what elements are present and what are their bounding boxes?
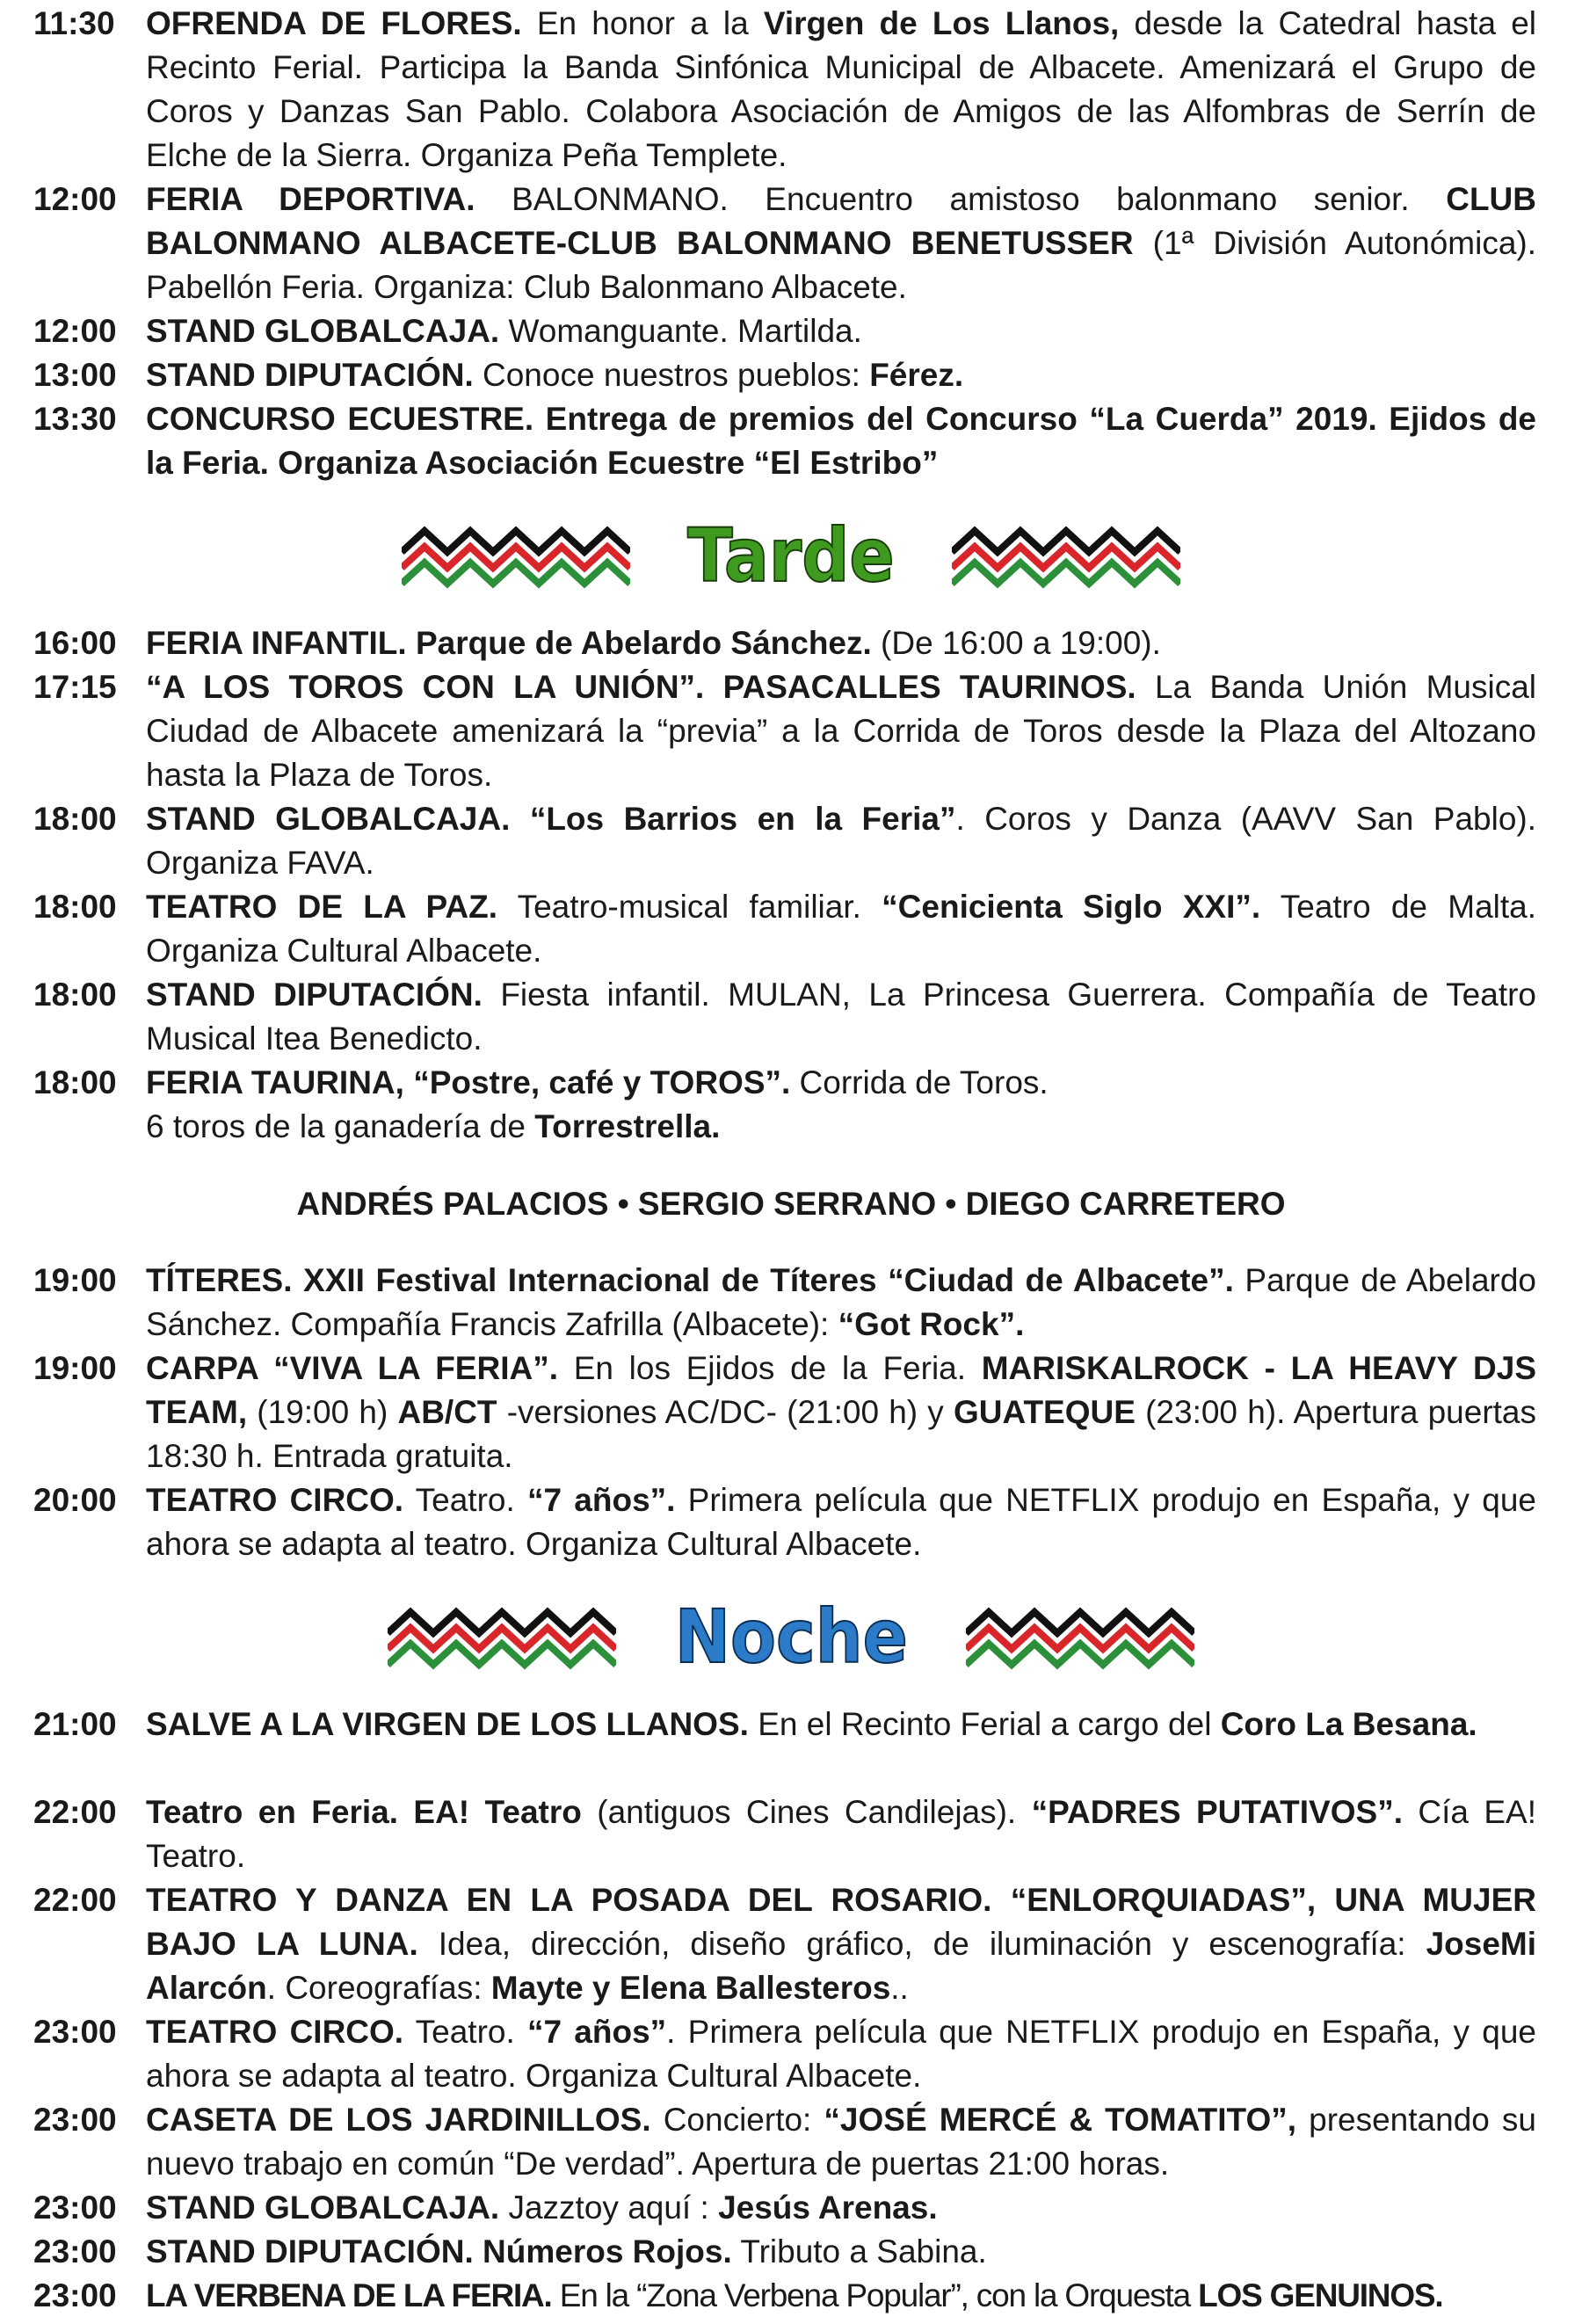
event-row [33,353,1536,397]
event-row [33,1347,1536,1478]
event-text: Teatro. [403,2014,527,2050]
event-text: Corrida de Toros. 6 toros de la ganadería de [146,1064,1049,1144]
event-highlight: CLUB BALONMANO ALBACETE-CLUB BALONMANO BENETUSSER [146,181,1536,261]
event-description [146,665,1536,797]
event-text: presentando su nuevo trabajo en común “De verdad”. Apertura de puertas 21:00 horas. [146,2102,1536,2182]
tarde-section-header [0,512,1582,599]
event-highlight: FERIA INFANTIL. Parque de Abelardo Sánchez. [146,625,872,661]
event-highlight: CASETA DE LOS JARDINILLOS. [146,2102,651,2138]
event-text: La Banda Unión Musical Ciudad de Albacete amenizará la “previa” a la Corrida de Toros desde la Plaza del Altozano hasta la Plaza de Toros. [146,669,1536,793]
zigzag-band [402,563,630,584]
event-row [33,309,1536,353]
event-highlight: “PADRES PUTATIVOS”. [1031,1794,1403,1830]
event-highlight: GUATEQUE [953,1394,1136,1430]
event-text: . Coros y Danza (AAVV San Pablo). Organiza FAVA. [146,801,1536,881]
event-time: 22:00 [33,1794,117,1830]
event-text: Conoce nuestros pueblos: [473,357,870,393]
event-text: -versiones AC/DC- (21:00 h) y [497,1394,954,1430]
event-time: 23:00 [33,2233,117,2270]
zigzag-ornament-icon [402,522,630,589]
event-text: BALONMANO. Encuentro amistoso balonmano senior. [475,181,1447,217]
event-text: Teatro. [403,1482,527,1518]
event-highlight: Números Rojos. [483,2233,732,2270]
zigzag-ornament-icon [952,522,1180,589]
event-time: 18:00 [33,889,117,925]
zigzag-band [952,563,1180,584]
event-highlight: SALVE A LA VIRGEN DE LOS LLANOS. [146,1706,749,1742]
noche-section-header [0,1593,1582,1681]
event-description [146,353,1536,397]
event-row [33,1478,1536,1566]
event-description [146,309,1536,353]
event-highlight: “A LOS TOROS CON LA UNIÓN”. PASACALLES TAURINOS. [146,669,1136,705]
event-description [146,2186,1536,2230]
zigzag-band [966,1644,1194,1665]
event-row [33,1703,1536,1747]
event-time: 18:00 [33,1064,117,1100]
event-text: En la “Zona Verbena Popular”, con la Orquesta [551,2277,1199,2313]
event-time: 18:00 [33,801,117,837]
event-time: 12:00 [33,181,117,217]
event-text [474,2233,483,2270]
event-highlight: “Got Rock”. [838,1306,1025,1342]
event-highlight: MARISKALROCK - LA HEAVY DJS TEAM, [146,1350,1537,1430]
event-highlight: LA VERBENA DE LA FERIA. [146,2277,552,2313]
event-description [146,621,1536,665]
event-text: En los Ejidos de la Feria. [558,1350,982,1386]
event-time: 12:00 [33,313,117,349]
event-time: 19:00 [33,1262,117,1298]
event-highlight: Torrestrella. [534,1108,721,1144]
bullfighters-lineup: ANDRÉS PALACIOS • SERGIO SERRANO • DIEGO CARRETERO [296,1186,1286,1222]
event-row [33,178,1536,309]
event-highlight: TEATRO DE LA PAZ. [146,889,498,925]
event-highlight: “Cenicienta Siglo XXI”. [882,889,1261,925]
event-description [146,885,1536,973]
event-description [146,1259,1536,1347]
event-text: Cía EA! Teatro. [146,1794,1536,1874]
event-time: 21:00 [33,1706,117,1742]
event-text: En honor a la [521,5,764,41]
event-row [33,2010,1536,2098]
event-row [33,2230,1536,2274]
event-description [146,2,1536,178]
event-text: (antiguos Cines Candilejas). [581,1794,1032,1830]
event-description [146,2098,1536,2186]
event-text: Concierto: [650,2102,824,2138]
event-highlight: FERIA DEPORTIVA. [146,181,475,217]
event-description [146,797,1536,885]
event-highlight: Virgen de Los Llanos, [763,5,1120,41]
zigzag-band [388,1644,616,1665]
zigzag-ornament-icon [388,1603,616,1670]
event-time: 19:00 [33,1350,117,1386]
event-time: 13:00 [33,357,117,393]
event-row [33,797,1536,885]
event-description [146,397,1536,485]
event-highlight: “JOSÉ MERCÉ & TOMATITO”, [824,2102,1297,2138]
event-row [33,885,1536,973]
event-highlight: Jesús Arenas. [718,2190,938,2226]
event-row [33,2274,1536,2318]
event-text: Idea, dirección, diseño gráfico, de iluminación y escenografía: [417,1926,1426,1962]
event-description [146,2274,1536,2318]
event-text: desde la Catedral hasta el Recinto Ferial. Participa la Banda Sinfónica Municipal de Albacete. Amenizará el Grupo de Coros y Danzas San Pablo. Colabora Asociación de Amigos de las Alfombras de Serrín de Elche de la Sierra. Organiza Peña Templete. [146,5,1536,173]
event-highlight: STAND DIPUTACIÓN. [146,977,483,1013]
zigzag-ornament-icon [966,1603,1194,1670]
event-text: Tributo a Sabina. [731,2233,987,2270]
event-row [33,1259,1536,1347]
event-highlight: STAND GLOBALCAJA. “Los Barrios en la Feria” [146,801,956,837]
event-time: 23:00 [33,2190,117,2226]
event-highlight: LOS GENUINOS. [1198,2277,1443,2313]
event-time: 16:00 [33,625,117,661]
event-description [146,1478,1536,1566]
event-description [146,1347,1536,1478]
event-row [33,665,1536,797]
event-highlight: CONCURSO ECUESTRE. Entrega de premios del Concurso “La Cuerda” 2019. Ejidos de la Feria. Organiza Asociación Ecuestre “El Estribo” [146,401,1536,481]
event-highlight: CARPA “VIVA LA FERIA”. [146,1350,558,1386]
event-row [33,621,1536,665]
event-highlight: FERIA TAURINA, “Postre, café y TOROS”. [146,1064,791,1100]
event-text: Primera película que NETFLIX produjo en España, y que ahora se adapta al teatro. Organiza Cultural Albacete. [146,1482,1537,1562]
event-highlight: OFRENDA DE FLORES. [146,5,522,41]
event-description [146,1061,1536,1149]
event-time: 18:00 [33,977,117,1013]
event-text: Womanguante. Martilda. [499,313,862,349]
event-text: (1ª División Autonómica). Pabellón Feria. Organiza: Club Balonmano Albacete. [146,225,1537,305]
event-description [146,1878,1536,2010]
event-time: 17:15 [33,669,117,705]
event-time: 23:00 [33,2014,117,2050]
event-row [33,1790,1536,1878]
event-text: (19:00 h) [247,1394,398,1430]
event-description [146,2230,1536,2274]
event-description [146,1790,1536,1878]
event-highlight: AB/CT [397,1394,497,1430]
event-highlight: TEATRO Y DANZA EN LA POSADA DEL ROSARIO. “ENLORQUIADAS”, UNA MUJER BAJO LA LUNA. [146,1882,1536,1962]
event-description [146,2010,1536,2098]
event-text: Jazztoy aquí : [499,2190,719,2226]
event-highlight: STAND DIPUTACIÓN. [146,2233,474,2270]
event-highlight: TEATRO CIRCO. [146,2014,404,2050]
event-row [33,1878,1536,2010]
event-highlight: STAND GLOBALCAJA. [146,313,500,349]
noche-title: Noche [674,1594,908,1680]
event-row [33,2,1536,178]
event-text: .. [890,1970,909,2006]
event-text: . Coreografías: [266,1970,491,2006]
event-row [33,2186,1536,2230]
event-time: 22:00 [33,1882,117,1918]
event-time: 11:30 [33,5,115,41]
event-highlight: “7 años” [527,2014,667,2050]
event-highlight: STAND DIPUTACIÓN. [146,357,474,393]
event-description [146,1703,1536,1747]
event-time: 13:30 [33,401,117,437]
event-highlight: TEATRO CIRCO. [146,1482,404,1518]
event-time: 23:00 [33,2102,117,2138]
event-text: (23:00 h). Apertura puertas 18:30 h. Entrada gratuita. [146,1394,1537,1474]
event-text: Fiesta infantil. MULAN, La Princesa Guerrera. Compañía de Teatro Musical Itea Benedicto. [146,977,1537,1057]
event-row [33,1061,1536,1149]
event-text: Teatro-musical familiar. [497,889,882,925]
event-time: 23:00 [33,2277,117,2313]
tarde-title: Tarde [687,512,895,599]
event-description [146,973,1536,1061]
event-row [33,397,1536,485]
event-text: (De 16:00 a 19:00). [871,625,1161,661]
event-highlight: TÍTERES. XXII Festival Internacional de Títeres “Ciudad de Albacete”. [146,1262,1234,1298]
event-description [146,178,1536,309]
event-row [33,2098,1536,2186]
event-row [33,973,1536,1061]
event-text: . Primera película que NETFLIX produjo en España, y que ahora se adapta al teatro. Organiza Cultural Albacete. [146,2014,1536,2094]
event-text: Teatro de Malta. Organiza Cultural Albacete. [146,889,1537,969]
event-time: 20:00 [33,1482,117,1518]
event-text: Parque de Abelardo Sánchez. Compañía Francis Zafrilla (Albacete): [146,1262,1537,1342]
event-text: En el Recinto Ferial a cargo del [748,1706,1221,1742]
event-highlight: “7 años”. [527,1482,676,1518]
event-highlight: Coro La Besana. [1220,1706,1477,1742]
event-highlight: Mayte y Elena Ballesteros [490,1970,891,2006]
event-highlight: Teatro en Feria. EA! Teatro [146,1794,582,1830]
event-highlight: JoseMi Alarcón [146,1926,1536,2006]
event-highlight: Férez. [869,357,964,393]
event-highlight: STAND GLOBALCAJA. [146,2190,500,2226]
